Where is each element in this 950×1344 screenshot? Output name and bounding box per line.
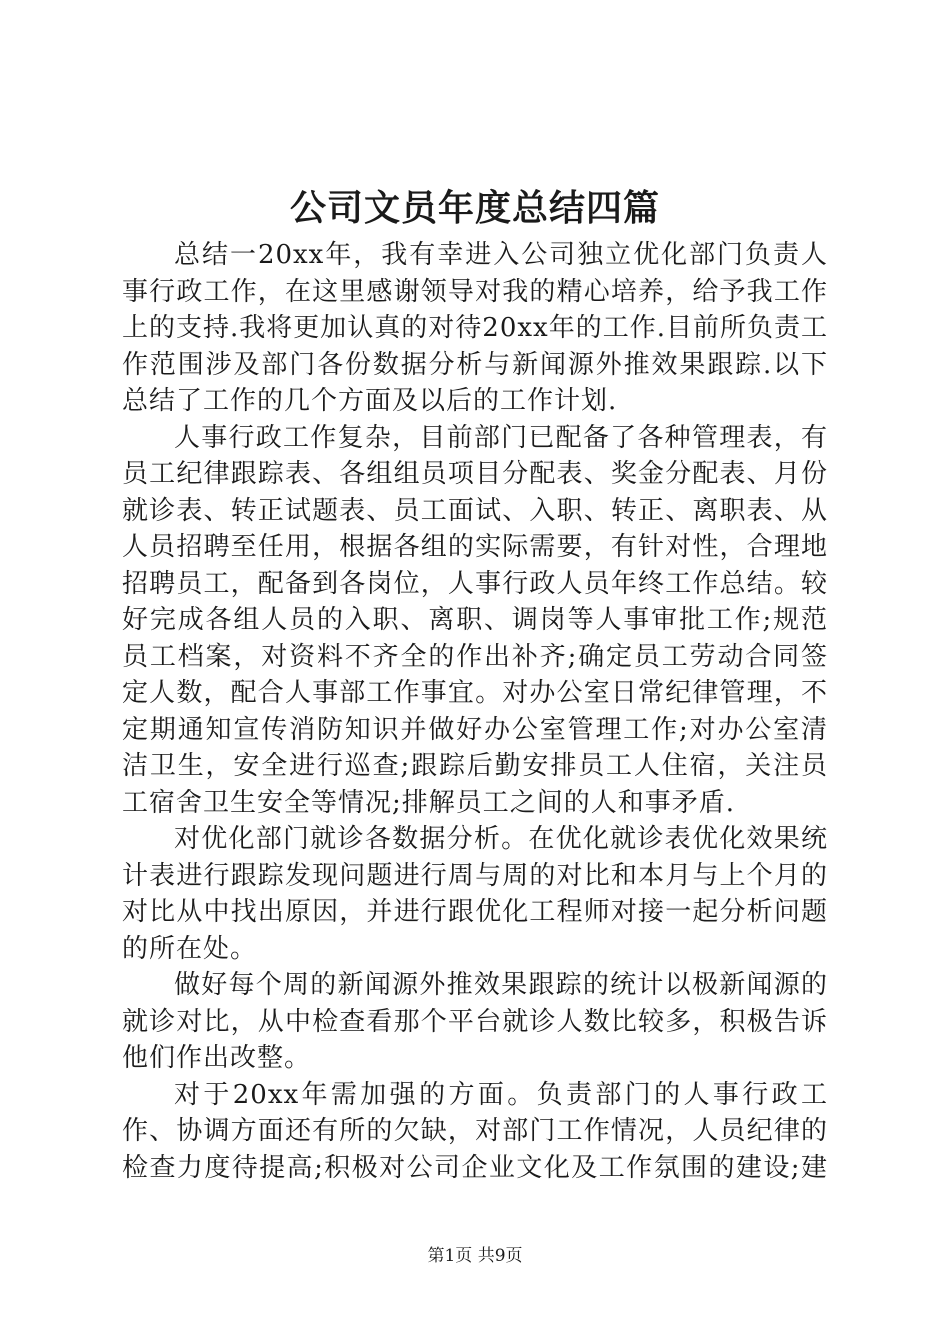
paragraph-1: 总结一20xx年，我有幸进入公司独立优化部门负责人事行政工作，在这里感谢领导对我的精心培养，给予我工作上的支持.我将更加认真的对待20xx年的工作.目前所负责工作范围涉及部门各份数据分析与新闻源外推效果跟踪.以下总结了工作的几个方面及以后的工作计划. bbox=[122, 240, 828, 416]
paragraph-2: 人事行政工作复杂，目前部门已配备了各种管理表，有员工纪律跟踪表、各组组员项目分配表、奖金分配表、月份就诊表、转正试题表、员工面试、入职、转正、离职表、从人员招聘至任用，根据各组的实际需要，有针对性，合理地招聘员工，配备到各岗位，人事行政人员年终工作总结。较好完成各组人员的入职、离职、调岗等人事审批工作;规范员工档案，对资料不齐全的作出补齐;确定员工劳动合同签定人数，配合人事部工作事宜。对办公室日常纪律管理，不定期通知宣传消防知识并做好办公室管理工作;对办公室清洁卫生，安全进行巡查;跟踪后勤安排员工人住宿，关注员工宿舍卫生安全等情况;排解员工之间的人和事矛盾. bbox=[122, 422, 828, 818]
page-number: 第1页 共9页 bbox=[427, 1246, 523, 1266]
document-body bbox=[122, 237, 828, 1185]
paragraph-3: 对优化部门就诊各数据分析。在优化就诊表优化效果统计表进行跟踪发现问题进行周与周的对比和本月与上个月的对比从中找出原因，并进行跟优化工程师对接一起分析问题的所在处。 bbox=[122, 824, 828, 964]
document-title: 公司文员年度总结四篇 bbox=[289, 187, 660, 229]
paragraph-5: 对于20xx年需加强的方面。负责部门的人事行政工作、协调方面还有所的欠缺，对部门工作情况，人员纪律的检查力度待提高;积极对公司企业文化及工作氛围的建设;建 bbox=[122, 1079, 828, 1183]
page-footer bbox=[0, 1244, 950, 1268]
paragraph-4: 做好每个周的新闻源外推效果跟踪的统计以极新闻源的就诊对比，从中检查看那个平台就诊人数比较多，积极告诉他们作出改整。 bbox=[122, 970, 828, 1073]
